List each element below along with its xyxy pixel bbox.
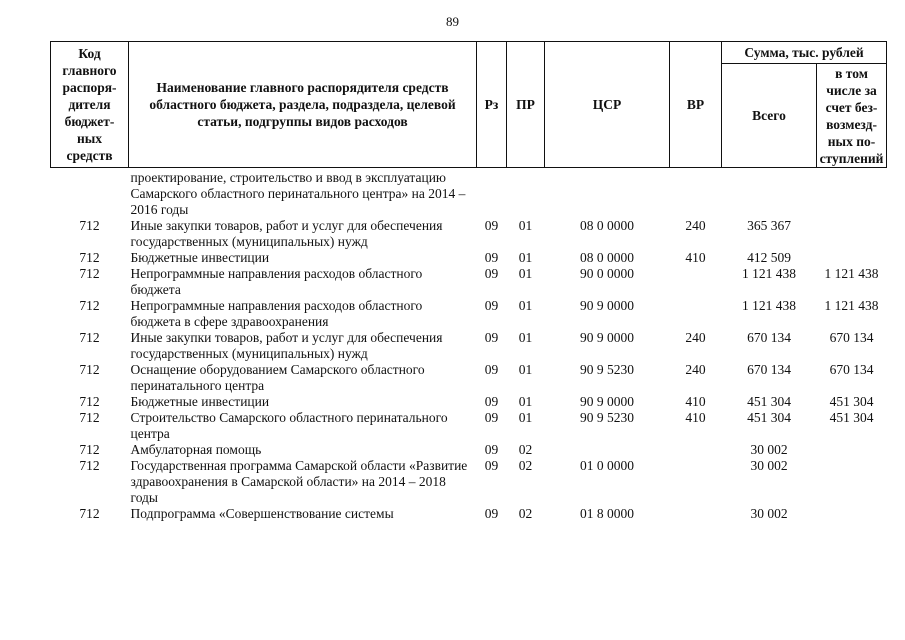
table-row [51, 362, 887, 394]
cell-vr: 410 [685, 410, 706, 425]
table-row [51, 442, 887, 458]
cell-csr: 01 8 0000 [580, 506, 634, 521]
cell-name: Иные закупки товаров, работ и услуг для обеспечения государственных (муниципальных) нужд [130, 218, 443, 249]
cell-pr: 02 [518, 442, 533, 457]
cell-code: 712 [79, 362, 100, 377]
cell-total: 670 134 [747, 330, 791, 345]
cell-gratuitous: 1 121 438 [824, 298, 879, 313]
cell-csr: 90 9 0000 [580, 298, 634, 313]
cell-vr: 240 [685, 330, 706, 345]
cell-total: 451 304 [747, 410, 791, 425]
cell-code: 712 [79, 458, 100, 473]
cell-rz: 09 [484, 218, 499, 233]
cell-vr [670, 266, 722, 298]
cell-total: 365 367 [747, 218, 791, 233]
table-header [51, 42, 887, 168]
table-row [51, 298, 887, 330]
cell-vr [670, 168, 722, 219]
cell-rz: 09 [484, 266, 499, 281]
table-row [51, 218, 887, 250]
cell-csr: 90 0 0000 [580, 266, 634, 281]
cell-name: проектирование, строительство и ввод в эксплуатацию Самарского областного перинатального центра» на 2014 – 2016 годы [130, 170, 466, 217]
cell-csr: 08 0 0000 [580, 218, 634, 233]
cell-gratuitous [817, 442, 887, 458]
cell-total [722, 168, 817, 219]
cell-total: 30 002 [750, 442, 788, 457]
cell-code: 712 [79, 298, 100, 313]
table-row [51, 330, 887, 362]
cell-total: 670 134 [747, 362, 791, 377]
cell-rz: 09 [484, 298, 499, 313]
cell-vr: 240 [685, 218, 706, 233]
cell-total: 30 002 [750, 506, 788, 521]
table-row [51, 506, 887, 522]
table-row [51, 410, 887, 442]
cell-csr: 90 9 0000 [580, 394, 634, 409]
cell-total: 412 509 [747, 250, 791, 265]
cell-total: 451 304 [747, 394, 791, 409]
cell-csr: 90 9 5230 [580, 410, 634, 425]
cell-name: Строительство Самарского областного перинатального центра [130, 410, 448, 441]
cell-pr [507, 168, 545, 219]
cell-name: Государственная программа Самарской области «Развитие здравоохранения в Самарской области» на 2014 – 2018 годы [130, 458, 468, 505]
cell-gratuitous [817, 218, 887, 250]
cell-vr: 410 [685, 250, 706, 265]
cell-code: 712 [79, 330, 100, 345]
cell-vr: 240 [685, 362, 706, 377]
cell-rz: 09 [484, 506, 499, 521]
cell-code: 712 [79, 250, 100, 265]
cell-name: Непрограммные направления расходов областного бюджета в сфере здравоохранения [130, 298, 423, 329]
cell-vr: 410 [685, 394, 706, 409]
cell-total: 1 121 438 [742, 266, 796, 281]
cell-gratuitous: 670 134 [829, 330, 874, 345]
cell-gratuitous [817, 168, 887, 219]
cell-code: 712 [79, 218, 100, 233]
cell-pr: 01 [518, 250, 533, 265]
cell-pr: 01 [518, 266, 533, 281]
cell-code: 712 [79, 410, 100, 425]
header-rz: Рз [477, 42, 507, 168]
cell-name: Бюджетные инвестиции [130, 394, 270, 409]
cell-rz: 09 [484, 330, 499, 345]
header-code: Код главного распоря-дителя бюджет-ных средств [51, 42, 129, 168]
cell-name: Бюджетные инвестиции [130, 250, 270, 265]
cell-rz: 09 [484, 410, 499, 425]
cell-code: 712 [79, 394, 100, 409]
cell-csr [545, 168, 670, 219]
cell-name: Непрограммные направления расходов областного бюджета [130, 266, 423, 297]
cell-code [51, 168, 129, 219]
cell-name: Подпрограмма «Совершенствование системы [130, 506, 394, 521]
cell-csr: 90 9 0000 [580, 330, 634, 345]
cell-name: Иные закупки товаров, работ и услуг для обеспечения государственных (муниципальных) нужд [130, 330, 443, 361]
cell-rz: 09 [484, 394, 499, 409]
cell-gratuitous [817, 250, 887, 266]
cell-gratuitous: 670 134 [829, 362, 874, 377]
cell-vr [670, 458, 722, 506]
cell-total: 30 002 [750, 458, 788, 473]
cell-pr: 01 [518, 218, 533, 233]
header-name: Наименование главного распорядителя средств областного бюджета, раздела, подраздела, целевой статьи, подгруппы видов расходов [129, 42, 477, 168]
cell-rz: 09 [484, 442, 499, 457]
table-row [51, 394, 887, 410]
cell-rz: 09 [484, 250, 499, 265]
cell-gratuitous [817, 458, 887, 506]
cell-csr: 01 0 0000 [580, 458, 634, 473]
cell-csr: 90 9 5230 [580, 362, 634, 377]
cell-rz [477, 168, 507, 219]
cell-pr: 01 [518, 362, 533, 377]
cell-total: 1 121 438 [742, 298, 796, 313]
table-row [51, 266, 887, 298]
header-csr: ЦСР [545, 42, 670, 168]
cell-pr: 02 [518, 458, 533, 473]
table-row [51, 168, 887, 219]
header-pr: ПР [507, 42, 545, 168]
page-number: 89 [446, 14, 459, 29]
cell-pr: 02 [518, 506, 533, 521]
table-row [51, 250, 887, 266]
cell-pr: 01 [518, 330, 533, 345]
cell-vr [670, 298, 722, 330]
cell-pr: 01 [518, 410, 533, 425]
cell-gratuitous: 451 304 [829, 394, 874, 409]
header-vr: ВР [670, 42, 722, 168]
cell-rz: 09 [484, 458, 499, 473]
budget-table [50, 41, 887, 522]
cell-csr [545, 442, 670, 458]
cell-pr: 01 [518, 394, 533, 409]
cell-code: 712 [79, 266, 100, 281]
header-sum: Сумма, тыс. рублей [722, 42, 887, 64]
table-body [51, 168, 887, 523]
cell-name: Оснащение оборудованием Самарского областного перинатального центра [130, 362, 425, 393]
cell-rz: 09 [484, 362, 499, 377]
cell-vr [670, 442, 722, 458]
cell-gratuitous [817, 506, 887, 522]
header-gratuitous: в том числе за счет без-возмезд-ных по-ступлений [817, 64, 887, 168]
cell-code: 712 [79, 442, 100, 457]
cell-gratuitous: 1 121 438 [824, 266, 879, 281]
cell-name: Амбулаторная помощь [130, 442, 262, 457]
table-row [51, 458, 887, 506]
cell-gratuitous: 451 304 [829, 410, 874, 425]
cell-csr: 08 0 0000 [580, 250, 634, 265]
cell-code: 712 [79, 506, 100, 521]
cell-pr: 01 [518, 298, 533, 313]
cell-vr [670, 506, 722, 522]
header-total: Всего [722, 64, 817, 168]
